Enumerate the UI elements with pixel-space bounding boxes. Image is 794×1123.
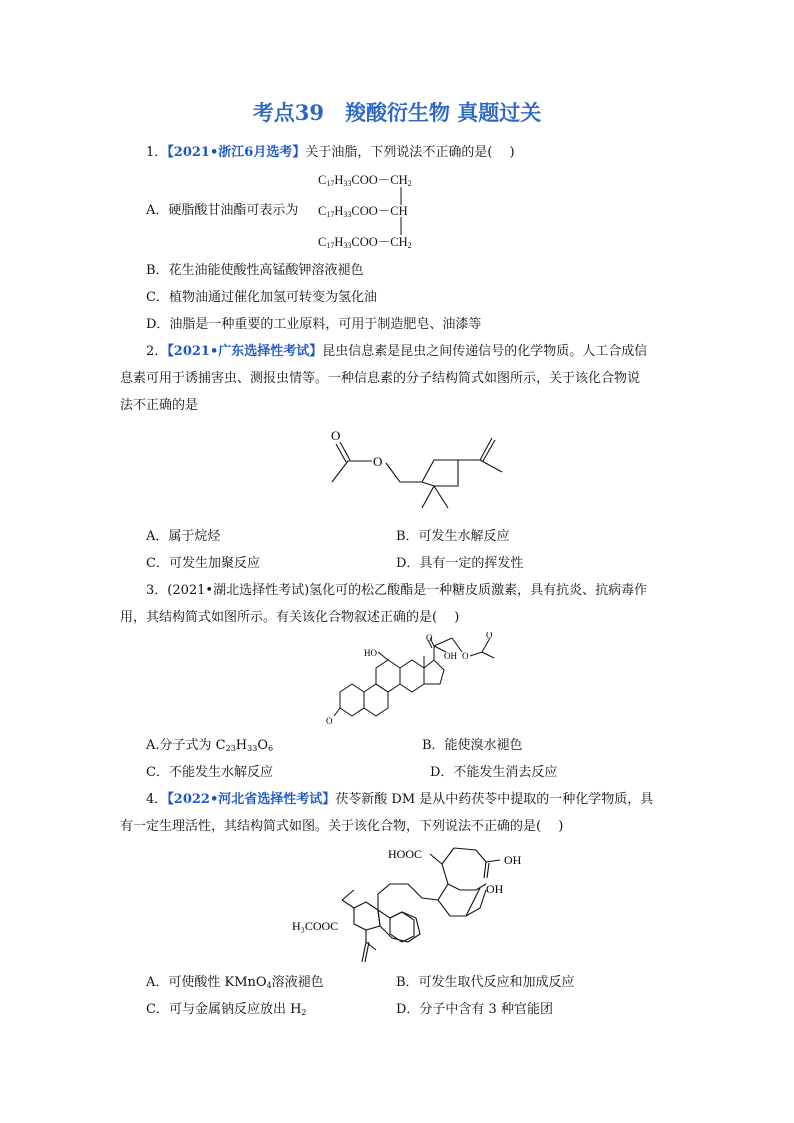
question-3-option-b: B．能使溴水褪色 [422, 738, 523, 753]
question-3-option-a: A.分子式为 $C_{23}H_{33}O_6$ [146, 738, 274, 753]
question-2-stem-line1: 2．【2021•广东选择性考试】昆虫信息素是昆虫之间传递信号的化学物质。人工合成信 [146, 344, 648, 359]
page-title: 考点39 羧酸衍生物 真题过关 [252, 100, 542, 125]
question-4-option-c: C．可与金属钠反应放出 $H_2$ [146, 1002, 307, 1017]
question-3-option-c: C．不能发生水解反应 [146, 765, 273, 780]
question-2-option-c: C．可发生加聚反应 [146, 556, 260, 571]
question-3-stem-line1: 3．(2021•湖北选择性考试)氢化可的松乙酸酯是一种糖皮质激素，具有抗炎、抗病毒作 [146, 583, 648, 598]
question-4-source: 【2022•河北省选择性考试】 [167, 792, 336, 807]
acetyl-o-label: O [486, 632, 493, 640]
question-2-option-a: A．属于烷烃 [146, 529, 221, 544]
question-4-stem-line2: 有一定生理活性，其结构简式如图。关于该化合物，下列说法不正确的是( ) [120, 819, 564, 834]
carbonyl-o-label: O [426, 633, 433, 643]
methyl-ester-label: H₃COOC [292, 919, 339, 933]
question-1-stem [146, 143, 706, 163]
hydroxyl-1-label: OH [504, 853, 522, 867]
question-1-option-c: C．植物油通过催化加氢可转变为氢化油 [146, 290, 377, 305]
hydroxyl-oh-label: OH [444, 651, 457, 661]
question-2-source: 【2021•广东选择性考试】 [167, 344, 323, 359]
ester-o-label: O [462, 651, 469, 661]
poricoic-acid-structure [290, 838, 540, 970]
question-1-option-d: D．油脂是一种重要的工业原料，可用于制造肥皂、油漆等 [146, 317, 482, 332]
hooc-label: HOOC [388, 847, 423, 861]
question-2-stem-line2: 息素可用于诱捕害虫、测报虫情等。一种信息素的分子结构简式如图所示，关于该化合物说 [120, 371, 641, 386]
question-4-option-b: B．可发生取代反应和加成反应 [396, 975, 575, 990]
carbonyl-oxygen-label: O [331, 428, 341, 443]
ketone-oxygen-label: O [326, 716, 333, 726]
question-1-option-b: B．花生油能使酸性高锰酸钾溶液褪色 [146, 263, 364, 278]
ester-oxygen-label: O [373, 454, 383, 469]
question-1-option-a: A．硬脂酸甘油酯可表示为 [146, 203, 299, 218]
question-3-option-d: D．不能发生消去反应 [430, 765, 558, 780]
question-4-stem-line1: 4．【2022•河北省选择性考试】茯苓新酸 DM 是从中药茯苓中提取的一种化学物质，具 [146, 792, 654, 807]
formula-row-1: $C_{17}H_{33}COO-CH_2$ [318, 173, 412, 188]
question-4-option-d: D．分子中含有 3 种官能团 [396, 1002, 553, 1017]
formula-row-2: $C_{17}H_{33}COO-CH$ [318, 204, 408, 219]
question-3-stem-line2: 用，其结构简式如图所示。有关该化合物叙述正确的是( ) [120, 610, 460, 625]
question-2-stem-line3: 法不正确的是 [120, 398, 199, 413]
question-4-option-a: A．可使酸性 KMnO$_4$溶液褪色 [146, 975, 324, 990]
question-1-text: 关于油脂，下列说法不正确的是( ) [305, 145, 515, 160]
formula-row-3: $C_{17}H_{33}COO-CH_2$ [318, 235, 412, 250]
question-2-option-b: B．可发生水解反应 [396, 529, 510, 544]
hydroxyl-2-label: OH [486, 882, 504, 896]
pheromone-structure [320, 420, 520, 520]
question-1-source: 【2021•浙江6月选考】 [167, 145, 306, 160]
hydroxyl-ho-label: HO [364, 648, 377, 658]
question-2-option-d: D．具有一定的挥发性 [396, 556, 524, 571]
glycerol-bond-lines [396, 183, 406, 243]
question-1-number: 1． [146, 145, 168, 160]
hydrocortisone-acetate-structure [322, 632, 527, 732]
